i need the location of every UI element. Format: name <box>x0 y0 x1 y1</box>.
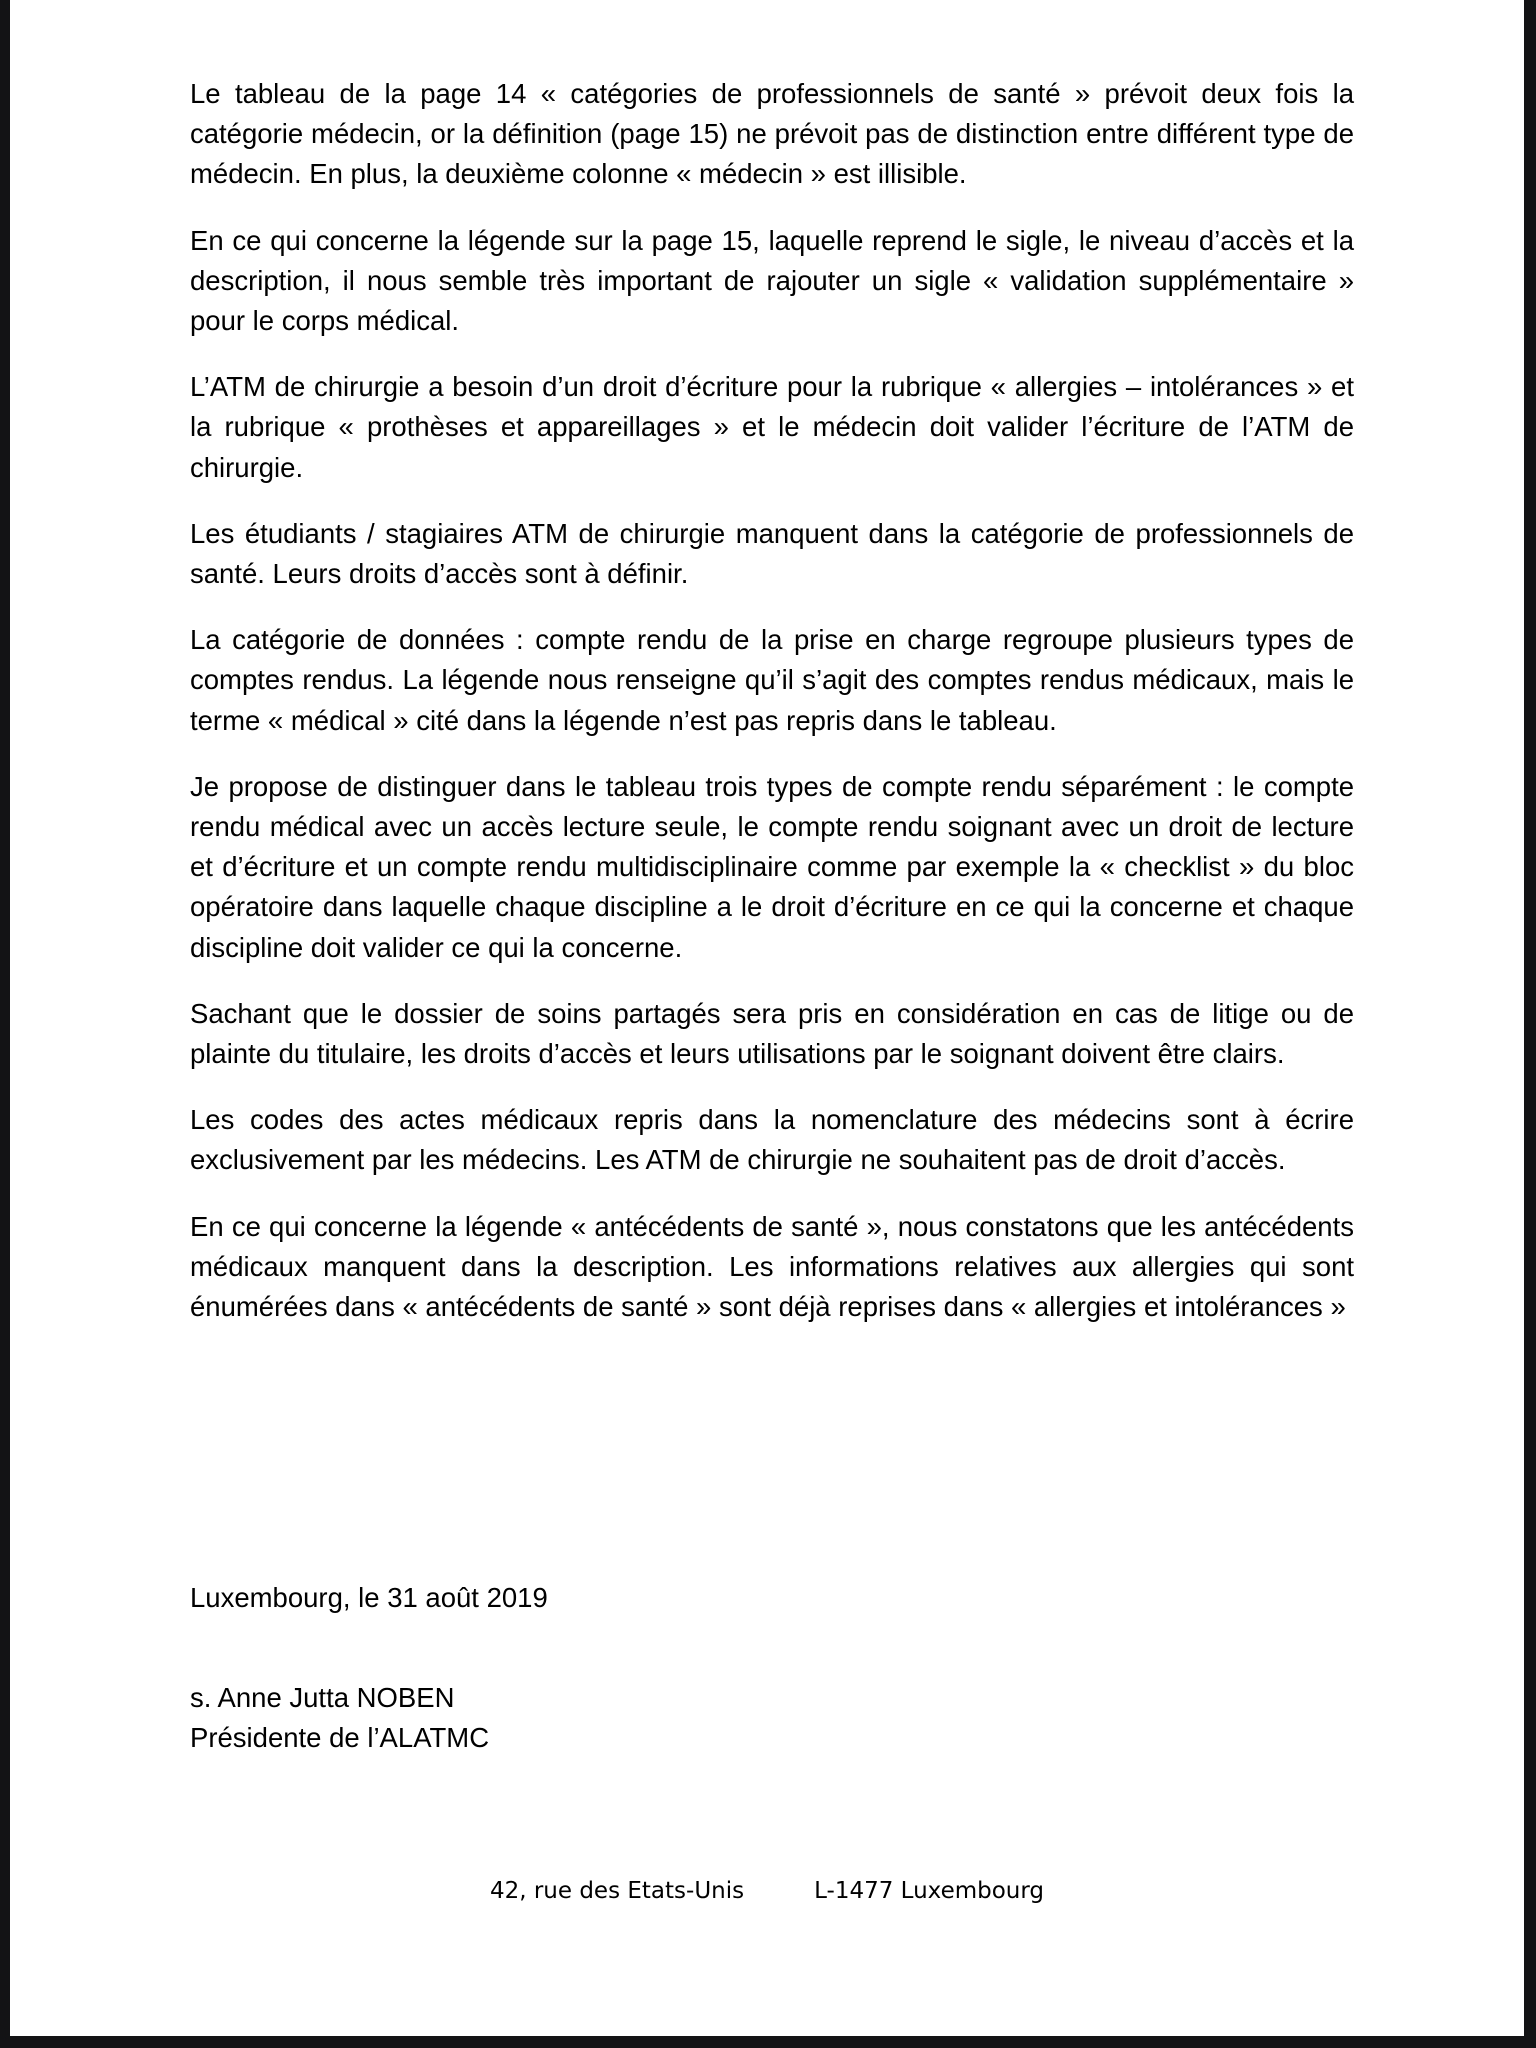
paragraph-data-category: La catégorie de données : compte rendu de la prise en charge regroupe plusieurs types de comptes rendus. La légende nous renseigne qu’il s’agit des comptes rendus médicaux, mais le terme « médical » cité dans la légende n’est pas repris dans le tableau. <box>190 624 1354 736</box>
paragraph-act-codes: Les codes des actes médicaux repris dans la nomenclature des médecins sont à écrire exclusivement par les médecins. Les ATM de chirurgie ne souhaitent pas de droit d’accès. <box>190 1104 1354 1176</box>
paragraph-shared-file: Sachant que le dossier de soins partagés sera pris en considération en cas de litige ou de plainte du titulaire, les droits d’accès et leurs utilisations par le soignant doivent être clairs. <box>190 997 1354 1070</box>
signature-block <box>190 1678 489 1758</box>
signatory-name: s. Anne Jutta NOBEN <box>190 1682 455 1713</box>
letter-footer <box>10 1878 1524 1904</box>
signatory-title: Présidente de l’ALATMC <box>190 1722 490 1753</box>
paragraph-students: Les étudiants / stagiaires ATM de chirurgie manquent dans la catégorie de professionnels de santé. Leurs droits d’accès sont à définir. <box>190 517 1354 590</box>
paragraph-health-history: En ce qui concerne la légende « antécédents de santé », nous constatons que les antécédents médicaux manquent dans la description. Les informations relatives aux allergies qui sont énumérées dans « antécédents de santé » sont déjà reprises dans « allergies et intolérances » <box>190 1210 1354 1323</box>
footer-city: L-1477 Luxembourg <box>814 1878 1045 1904</box>
document-page <box>10 0 1524 2036</box>
place-date: Luxembourg, le 31 août 2019 <box>190 1582 548 1613</box>
paragraph-proposal: Je propose de distinguer dans le tableau trois types de compte rendu séparément : le compte rendu médical avec un accès lecture seule, le compte rendu soignant avec un droit de lecture et d’écriture et un compte rendu multidisciplinaire comme par exemple la « checklist » du bloc opératoire dans laquelle chaque discipline a le droit d’écriture en ce qui la concerne et chaque discipline doit valider ce qui la concerne. <box>190 770 1354 963</box>
paragraph-categories: Le tableau de la page 14 « catégories de professionnels de santé » prévoit deux fois la catégorie médecin, or la définition (page 15) ne prévoit pas de distinction entre différent type de médecin. En plus, la deuxième colonne « médecin » est illisible. <box>190 78 1354 190</box>
letter-body <box>190 74 1354 1353</box>
footer-street: 42, rue des Etats-Unis <box>489 1878 745 1904</box>
paragraph-atm-write-right: L’ATM de chirurgie a besoin d’un droit d’écriture pour la rubrique « allergies – intolérances » et la rubrique « prothèses et appareillages » et le médecin doit valider l’écriture de l’ATM de chirurgie. <box>190 371 1354 483</box>
paragraph-legend-sigle: En ce qui concerne la légende sur la page 15, laquelle reprend le sigle, le niveau d’accès et la description, il nous semble très important de rajouter un sigle « validation supplémentaire » pour le corps médical. <box>190 224 1354 337</box>
